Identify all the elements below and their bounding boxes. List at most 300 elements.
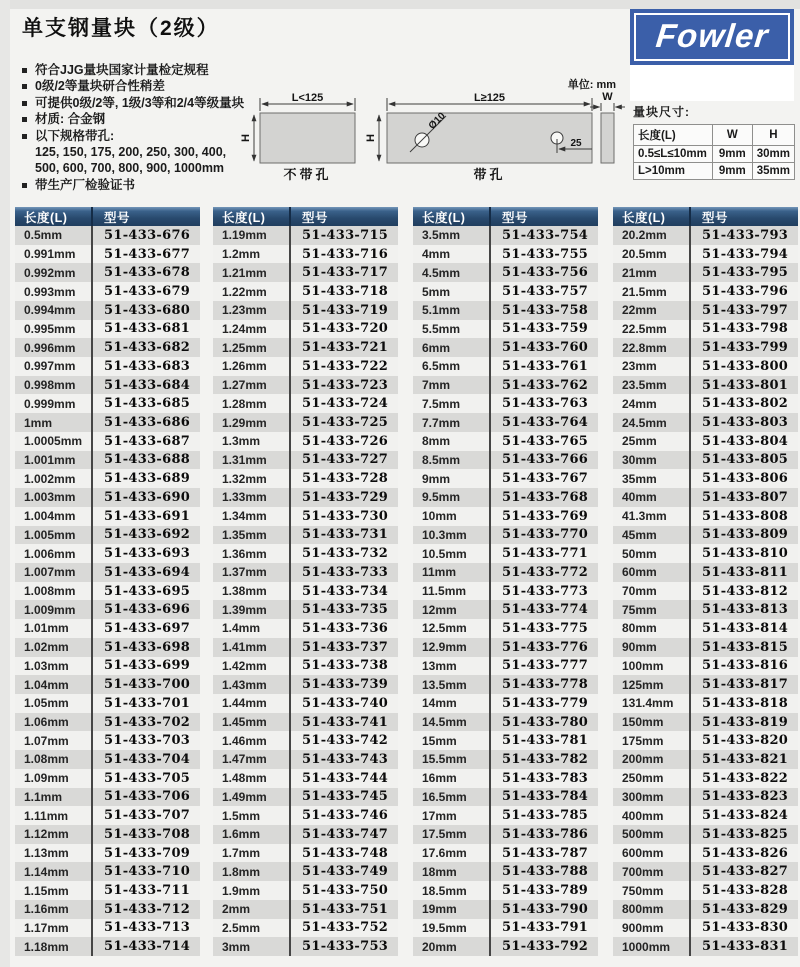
spec-row [613, 320, 798, 339]
spec-row [15, 563, 200, 582]
model-cell: 51-433-705 [91, 769, 200, 788]
spec-row [413, 432, 598, 451]
model-cell: 51-433-742 [289, 731, 398, 750]
model-cell: 51-433-704 [91, 750, 200, 769]
size-cell-range: 0.5≤L≤10mm [634, 146, 713, 163]
length-cell: 1.15mm [24, 883, 69, 898]
model-cell: 51-433-781 [489, 731, 598, 750]
model-cell: 51-433-697 [91, 619, 200, 638]
model-cell: 51-433-680 [91, 301, 200, 320]
length-cell: 1.32mm [222, 471, 267, 486]
model-cell: 51-433-804 [689, 432, 798, 451]
model-cell: 51-433-703 [91, 731, 200, 750]
model-cell: 51-433-815 [689, 638, 798, 657]
model-cell: 51-433-759 [489, 320, 598, 339]
length-cell: 1.9mm [222, 883, 261, 898]
block-size-section [633, 103, 795, 180]
spec-row [15, 469, 200, 488]
model-cell: 51-433-757 [489, 282, 598, 301]
model-cell: 51-433-717 [289, 263, 398, 282]
size-table-header-row [634, 125, 795, 146]
size-header-length: 长度(L) [634, 125, 713, 146]
spec-row [15, 788, 200, 807]
spec-row [413, 638, 598, 657]
spec-row [613, 713, 798, 732]
length-cell: 0.993mm [24, 284, 76, 299]
spec-row [613, 451, 798, 470]
length-cell: 1.06mm [24, 715, 69, 730]
model-cell: 51-433-799 [689, 338, 798, 357]
spec-row [15, 657, 200, 676]
model-cell: 51-433-710 [91, 862, 200, 881]
height-dim-label: H [365, 134, 377, 142]
model-cell: 51-433-739 [289, 675, 398, 694]
length-cell: 1.2mm [222, 247, 261, 262]
model-cell: 51-433-769 [489, 507, 598, 526]
spec-row [413, 582, 598, 601]
length-cell: 23mm [622, 359, 657, 374]
size-header-w: W [712, 125, 752, 146]
length-cell: 22mm [622, 303, 657, 318]
no-hole-caption: 不带孔 [283, 167, 332, 182]
model-cell: 51-433-678 [91, 263, 200, 282]
length-cell: 10mm [422, 509, 457, 524]
length-cell: 9.5mm [422, 490, 461, 505]
length-cell: 75mm [622, 602, 657, 617]
spec-row [413, 657, 598, 676]
length-cell: 1.004mm [24, 509, 76, 524]
model-cell: 51-433-698 [91, 638, 200, 657]
size-cell-w: 9mm [712, 163, 752, 180]
length-cell: 20.2mm [622, 228, 667, 243]
spec-row [213, 263, 398, 282]
spec-row [15, 713, 200, 732]
model-cell: 51-433-677 [91, 245, 200, 264]
spec-row [213, 694, 398, 713]
spec-row [613, 769, 798, 788]
length-cell: 1.003mm [24, 490, 76, 505]
model-cell: 51-433-798 [689, 320, 798, 339]
spec-row [613, 394, 798, 413]
length-cell: 7.7mm [422, 415, 461, 430]
model-cell: 51-433-823 [689, 788, 798, 807]
length-dim-label: L≥125 [473, 92, 506, 104]
length-cell: 6.5mm [422, 359, 461, 374]
spec-row [613, 544, 798, 563]
length-cell: 1.26mm [222, 359, 267, 374]
length-cell: 1.001mm [24, 452, 76, 467]
length-cell: 1.3mm [222, 434, 261, 449]
model-cell: 51-433-720 [289, 320, 398, 339]
length-cell: 131.4mm [622, 696, 674, 711]
feature-text: 带生产厂检验证书 [35, 177, 136, 192]
drawing-no-hole [240, 92, 355, 182]
page-title: 单支钢量块（2级） [22, 17, 220, 40]
spec-header-row [413, 207, 598, 226]
length-cell: 900mm [622, 920, 664, 935]
length-cell: 12.9mm [422, 640, 467, 655]
spec-row [413, 413, 598, 432]
fowler-logo [630, 9, 794, 65]
spec-header-row [613, 207, 798, 226]
spec-row [613, 844, 798, 863]
length-cell: 3mm [222, 939, 251, 954]
length-cell: 200mm [622, 752, 664, 767]
spec-row [613, 563, 798, 582]
length-cell: 40mm [622, 490, 657, 505]
model-cell: 51-433-788 [489, 862, 598, 881]
spec-row [213, 432, 398, 451]
length-cell: 0.998mm [24, 378, 76, 393]
model-cell: 51-433-714 [91, 937, 200, 956]
model-cell: 51-433-688 [91, 451, 200, 470]
length-cell: 1.42mm [222, 658, 267, 673]
spec-row [413, 750, 598, 769]
technical-drawing [240, 65, 630, 205]
model-cell: 51-433-772 [489, 563, 598, 582]
model-cell: 51-433-731 [289, 526, 398, 545]
spec-table-1 [15, 207, 200, 956]
spec-row [213, 900, 398, 919]
length-cell: 70mm [622, 584, 657, 599]
spec-row [15, 394, 200, 413]
length-cell: 19.5mm [422, 920, 467, 935]
spec-row [15, 432, 200, 451]
length-cell: 1.05mm [24, 696, 69, 711]
length-cell: 24mm [622, 396, 657, 411]
length-cell: 0.997mm [24, 359, 76, 374]
spec-row [213, 469, 398, 488]
bullet-square-icon [22, 101, 27, 106]
model-cell: 51-433-744 [289, 769, 398, 788]
spec-row [613, 469, 798, 488]
spec-row [413, 263, 598, 282]
spec-row [213, 563, 398, 582]
model-cell: 51-433-771 [489, 544, 598, 563]
spec-row [15, 376, 200, 395]
model-cell: 51-433-826 [689, 844, 798, 863]
model-cell: 51-433-692 [91, 526, 200, 545]
feature-text: 可提供0级/2等, 1级/3等和2/4等级量块 [35, 95, 245, 110]
spec-row [613, 507, 798, 526]
feature-text: 0级/2等量块研合性稍差 [35, 79, 165, 94]
spec-row [15, 675, 200, 694]
model-cell: 51-433-819 [689, 713, 798, 732]
spec-row [15, 301, 200, 320]
model-cell: 51-433-827 [689, 862, 798, 881]
feature-text: 500, 600, 700, 800, 900, 1000mm [35, 161, 225, 176]
model-cell: 51-433-723 [289, 376, 398, 395]
length-cell: 22.8mm [622, 340, 667, 355]
length-dim-label: L<125 [291, 92, 324, 104]
length-cell: 1.005mm [24, 527, 76, 542]
spec-row [213, 245, 398, 264]
model-cell: 51-433-820 [689, 731, 798, 750]
length-cell: 1.25mm [222, 340, 267, 355]
model-cell: 51-433-727 [289, 451, 398, 470]
spec-row [613, 806, 798, 825]
spec-row [413, 526, 598, 545]
bullet-square-icon [22, 134, 27, 139]
feature-item [22, 111, 254, 127]
length-cell: 25mm [622, 434, 657, 449]
model-cell: 51-433-713 [91, 919, 200, 938]
length-cell: 800mm [622, 902, 664, 917]
spec-row [213, 413, 398, 432]
model-cell: 51-433-696 [91, 600, 200, 619]
length-cell: 1.36mm [222, 546, 267, 561]
spec-row [213, 919, 398, 938]
length-cell: 1.08mm [24, 752, 69, 767]
length-cell: 21mm [622, 265, 657, 280]
model-cell: 51-433-701 [91, 694, 200, 713]
length-cell: 2.5mm [222, 920, 261, 935]
length-cell: 50mm [622, 546, 657, 561]
spec-row [15, 900, 200, 919]
spec-row [15, 526, 200, 545]
spec-row [15, 245, 200, 264]
size-cell-h: 35mm [752, 163, 794, 180]
spec-row [213, 788, 398, 807]
length-cell: 125mm [622, 677, 664, 692]
model-cell: 51-433-756 [489, 263, 598, 282]
length-cell: 17.5mm [422, 827, 467, 842]
model-cell: 51-433-776 [489, 638, 598, 657]
spec-row [213, 619, 398, 638]
model-cell: 51-433-741 [289, 713, 398, 732]
length-cell: 1mm [24, 415, 53, 430]
length-cell: 1.01mm [24, 621, 69, 636]
length-cell: 11mm [422, 565, 457, 580]
spec-row [413, 357, 598, 376]
model-cell: 51-433-762 [489, 376, 598, 395]
length-cell: 24.5mm [622, 415, 667, 430]
spec-row [213, 357, 398, 376]
model-cell: 51-433-712 [91, 900, 200, 919]
model-cell: 51-433-796 [689, 282, 798, 301]
spec-row [413, 900, 598, 919]
spec-row [613, 301, 798, 320]
page-edge-left [0, 0, 10, 967]
fowler-logo-frame [634, 13, 790, 61]
spec-row [213, 844, 398, 863]
size-table-caption: 量块尺寸: [633, 105, 690, 119]
model-cell: 51-433-780 [489, 713, 598, 732]
length-cell: 16.5mm [422, 789, 467, 804]
spec-row [413, 619, 598, 638]
model-cell: 51-433-728 [289, 469, 398, 488]
with-hole-caption: 带孔 [473, 167, 506, 182]
spec-row [15, 619, 200, 638]
spec-row [613, 638, 798, 657]
model-cell: 51-433-748 [289, 844, 398, 863]
spec-row [15, 488, 200, 507]
spec-row [413, 881, 598, 900]
spec-row [15, 263, 200, 282]
hole-diameter-label: Ø10 [426, 110, 448, 132]
length-cell: 41.3mm [622, 509, 667, 524]
model-cell: 51-433-773 [489, 582, 598, 601]
size-header-h: H [752, 125, 794, 146]
length-cell: 1.006mm [24, 546, 76, 561]
spec-row [413, 451, 598, 470]
spec-header-model: 型号 [91, 207, 200, 226]
spec-row [413, 488, 598, 507]
length-cell: 1.03mm [24, 658, 69, 673]
spec-row [413, 675, 598, 694]
model-cell: 51-433-736 [289, 619, 398, 638]
spec-header-model: 型号 [289, 207, 398, 226]
spec-row [413, 376, 598, 395]
model-cell: 51-433-809 [689, 526, 798, 545]
length-cell: 10.5mm [422, 546, 467, 561]
model-cell: 51-433-787 [489, 844, 598, 863]
model-cell: 51-433-690 [91, 488, 200, 507]
spec-row [15, 769, 200, 788]
spec-row [613, 600, 798, 619]
model-cell: 51-433-738 [289, 657, 398, 676]
spec-header-model: 型号 [489, 207, 598, 226]
spec-row [213, 600, 398, 619]
model-cell: 51-433-708 [91, 825, 200, 844]
length-cell: 1.48mm [222, 771, 267, 786]
model-cell: 51-433-777 [489, 657, 598, 676]
length-cell: 23.5mm [622, 378, 667, 393]
length-cell: 8mm [422, 434, 451, 449]
length-cell: 1.38mm [222, 584, 267, 599]
spec-row [613, 694, 798, 713]
model-cell: 51-433-770 [489, 526, 598, 545]
model-cell: 51-433-683 [91, 357, 200, 376]
length-cell: 18mm [422, 864, 457, 879]
spec-table-2 [213, 207, 398, 956]
spec-row [613, 881, 798, 900]
model-cell: 51-433-831 [689, 937, 798, 956]
model-cell: 51-433-795 [689, 263, 798, 282]
model-cell: 51-433-784 [489, 788, 598, 807]
length-cell: 12mm [422, 602, 457, 617]
spec-row [413, 788, 598, 807]
spec-row [15, 544, 200, 563]
spec-row [213, 582, 398, 601]
spec-row [213, 338, 398, 357]
spec-row [413, 769, 598, 788]
length-cell: 1.009mm [24, 602, 76, 617]
spec-row [613, 526, 798, 545]
model-cell: 51-433-792 [489, 937, 598, 956]
model-cell: 51-433-752 [289, 919, 398, 938]
spec-table-3 [413, 207, 598, 956]
spec-row [613, 376, 798, 395]
length-cell: 1.17mm [24, 920, 69, 935]
spec-row [213, 769, 398, 788]
length-cell: 0.991mm [24, 247, 76, 262]
length-cell: 1.09mm [24, 771, 69, 786]
length-cell: 1.16mm [24, 902, 69, 917]
model-cell: 51-433-793 [689, 226, 798, 245]
spec-row [213, 657, 398, 676]
length-cell: 1.47mm [222, 752, 267, 767]
length-cell: 100mm [622, 658, 664, 673]
length-cell: 1.33mm [222, 490, 267, 505]
length-cell: 500mm [622, 827, 664, 842]
length-cell: 21.5mm [622, 284, 667, 299]
model-cell: 51-433-825 [689, 825, 798, 844]
spec-row [413, 320, 598, 339]
spec-row [413, 825, 598, 844]
spec-row [15, 338, 200, 357]
model-cell: 51-433-814 [689, 619, 798, 638]
model-cell: 51-433-779 [489, 694, 598, 713]
model-cell: 51-433-775 [489, 619, 598, 638]
spec-row [213, 301, 398, 320]
width-dim-label: W [602, 91, 613, 103]
model-cell: 51-433-750 [289, 881, 398, 900]
model-cell: 51-433-699 [91, 657, 200, 676]
spec-row [413, 226, 598, 245]
spec-row [213, 226, 398, 245]
model-cell: 51-433-679 [91, 282, 200, 301]
model-cell: 51-433-758 [489, 301, 598, 320]
length-cell: 3.5mm [422, 228, 461, 243]
length-cell: 13.5mm [422, 677, 467, 692]
model-cell: 51-433-766 [489, 451, 598, 470]
feature-text: 125, 150, 175, 200, 250, 300, 400, [35, 145, 227, 160]
length-cell: 7mm [422, 378, 451, 393]
model-cell: 51-433-695 [91, 582, 200, 601]
spec-row [613, 825, 798, 844]
spec-row [613, 862, 798, 881]
length-cell: 1.7mm [222, 846, 261, 861]
length-cell: 5.5mm [422, 321, 461, 336]
bullet-square-icon [22, 117, 27, 122]
length-cell: 1.11mm [24, 808, 69, 823]
fowler-logo-text: Fowler [654, 16, 771, 54]
length-cell: 1.46mm [222, 733, 267, 748]
spec-row [413, 694, 598, 713]
model-cell: 51-433-693 [91, 544, 200, 563]
size-table [633, 124, 795, 180]
length-cell: 1.14mm [24, 864, 69, 879]
spec-row [15, 844, 200, 863]
model-cell: 51-433-751 [289, 900, 398, 919]
feature-item [22, 160, 254, 176]
length-cell: 8.5mm [422, 452, 461, 467]
drawing-with-hole [365, 92, 592, 182]
spec-row [613, 731, 798, 750]
spec-row [613, 263, 798, 282]
model-cell: 51-433-813 [689, 600, 798, 619]
model-cell: 51-433-730 [289, 507, 398, 526]
length-cell: 1.18mm [24, 939, 69, 954]
spec-row [15, 919, 200, 938]
length-cell: 1.22mm [222, 284, 267, 299]
length-cell: 1.04mm [24, 677, 69, 692]
model-cell: 51-433-691 [91, 507, 200, 526]
length-cell: 1.19mm [222, 228, 267, 243]
spec-row [15, 282, 200, 301]
spec-row [213, 825, 398, 844]
spec-row [213, 713, 398, 732]
spec-row [213, 937, 398, 956]
length-cell: 1.6mm [222, 827, 261, 842]
height-dim-label: H [240, 134, 252, 142]
length-cell: 1.007mm [24, 565, 76, 580]
spec-row [213, 806, 398, 825]
model-cell: 51-433-782 [489, 750, 598, 769]
length-cell: 1.44mm [222, 696, 267, 711]
length-cell: 1.27mm [222, 378, 267, 393]
